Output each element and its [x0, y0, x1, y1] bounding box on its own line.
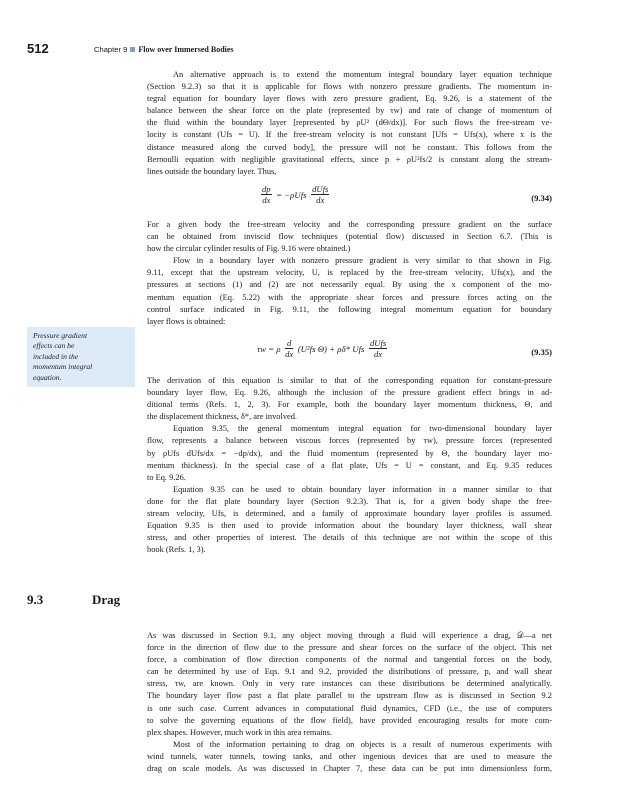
section-number: 9.3	[27, 592, 44, 607]
text-line: stream velocity, Ufs, is determined, and a family of approximate boundary layer profiles is assumed.	[147, 509, 552, 519]
equation-9-35: τw = ρ $\frac{d}{dx}$ (U²fs Θ) + ρδ* Ufs $\frac{\text{dUfs}}{dx}$ (9.35)	[257, 338, 552, 359]
text-line: to solve the governing equations of the flow field), have provided encouraging results for more com-	[147, 715, 552, 725]
text-line: can be obtained from inviscid flow techniques (potential flow) discussed in Section 6.7. (This is	[147, 232, 552, 242]
fraction: $\frac{d}{dx}$	[285, 338, 294, 359]
text-line: drag on scale models. As was discussed in Chapter 7, these data can be put into dimensionless form,	[147, 764, 552, 774]
text-line: Equation 9.35 is then used to provide information about the boundary layer thickness, wall shear	[147, 521, 552, 531]
text-line: Equation 9.35 can be used to obtain boundary layer information in a manner similar to that	[173, 484, 552, 494]
text-line: Flow in a boundary layer with nonzero pressure gradient is very similar to that shown in Fig.	[173, 256, 552, 266]
text-line: For a given body the free-stream velocity and the corresponding pressure gradient on the surface	[147, 220, 552, 229]
text-line: tegral equation for boundary layer flows with zero pressure gradient, Eq. 9.26, is a statement of the	[147, 94, 552, 104]
text-line: stress, and other properties of interest. The details of this technique are not within the scope of this	[147, 533, 552, 543]
text-line: boundary layer flow, Eq. 9.26, although the inclusion of the pressure gradient effect brings in ad-	[147, 388, 552, 398]
margin-note: Pressure gradient effects can be included in the momentum integral equation.	[27, 327, 135, 387]
text-line: mentum thickness). In the special case of a flat plate, Ufs = U = constant, and Eq. 9.35 reduces	[147, 460, 552, 470]
equation-number: (9.34)	[531, 193, 552, 203]
text-line: mentum equation (Eq. 5.22) with the appropriate shear forces and pressure forces acting on the	[147, 292, 552, 302]
text-line: pressures at sections (1) and (2) are not necessarily equal. By using the x component of the mo-	[147, 280, 552, 290]
chapter-title: Flow over Immersed Bodies	[138, 45, 234, 54]
section-title: Drag	[92, 592, 121, 607]
text-line: distance measured along the curved body], the pressure will not be constant. This follows from the	[147, 142, 552, 152]
text-line: Equation 9.35, the general momentum integral equation for two-dimensional boundary layer	[173, 424, 552, 434]
text-line: the displacement thickness, δ*, are involved.	[147, 412, 298, 422]
text-line: to Eq. 9.26.	[147, 472, 186, 482]
paragraph-4	[147, 375, 552, 556]
text-line: locity is constant (Ufs = U). If the free-stream velocity is not constant [Ufs = Ufs(x), where x is the	[147, 130, 552, 140]
equation-9-34: $\frac{dp}{dx}$ = −ρUfs $\frac{\text{dUfs}}{dx}$ (9.34)	[262, 184, 552, 205]
text-line: control surface indicated in Fig. 9.11, the following integral momentum equation for boundary	[147, 304, 552, 314]
text-line: An alternative approach is to extend the momentum integral boundary layer equation technique	[173, 70, 552, 79]
text-line: the fluid within the boundary layer [represented by ρU² (dΘ/dx)]. For such flows the free-stream ve-	[147, 118, 552, 128]
paragraph-1	[147, 69, 552, 178]
text-line: Bernoulli equation with negligible gravitational effects, since p + ρU²fs/2 is constant along the stream-	[147, 154, 552, 164]
fraction: $\frac{dp}{dx}$	[262, 184, 271, 205]
chapter-label	[94, 45, 234, 54]
text-line: layer flows is obtained:	[147, 316, 226, 326]
text-line: force, a combination of flow direction components of the normal and tangential forces on the body,	[147, 655, 552, 665]
text-line: ditional terms (Refs. 1, 2, 3). For example, both the boundary layer momentum thickness, Θ, and	[147, 400, 552, 410]
text-line: As was discussed in Section 9.1, any object moving through a fluid will experience a drag, 𝒟—a net	[147, 631, 552, 640]
chapter-number: Chapter 9	[94, 45, 128, 54]
text-line: is one such case. Current advances in computational fluid dynamics, CFD (i.e., the use of computers	[147, 703, 552, 713]
text-line: force in the direction of flow due to the pressure and shear forces on the surface of the object. This net	[147, 643, 552, 653]
text-line: lines outside the boundary layer. Thus,	[147, 166, 277, 176]
text-line: (Section 9.2.3) so that it is applicable for flows with nonzero pressure gradients. The momentum in-	[147, 82, 552, 92]
text-line: 9.11, except that the upstream velocity, U, is replaced by the free-stream velocity, Ufs(x), and the	[147, 268, 552, 278]
text-line: The derivation of this equation is similar to that of the corresponding equation for constant-pressure	[147, 376, 552, 385]
text-line: plex shapes. However, much work in this area remains.	[147, 727, 333, 737]
paragraph-7	[147, 630, 552, 775]
text-line: done for the flat plate boundary layer (Section 9.2.3). That is, for a given body shape the free-	[147, 496, 552, 506]
paragraph-2	[147, 219, 552, 328]
text-line: flow, represents a balance between viscous forces (represented by τw), pressure forces (represented	[147, 436, 552, 446]
equation-number: (9.35)	[531, 347, 552, 357]
square-bullet-icon	[130, 47, 135, 52]
text-line: stress, τw, are known. Only in very rare instances can these distributions be determined analytically.	[147, 679, 552, 689]
fraction: $\frac{\text{dUfs}}{dx}$	[369, 338, 387, 359]
text-line: Most of the information pertaining to drag on objects is a result of numerous experiments with	[173, 739, 552, 749]
text-line: by ρUfs dUfs/dx = −dp/dx), and the fluid momentum (represented by Θ, the boundary layer mo-	[147, 448, 552, 458]
text-line: how the circular cylinder results of Fig. 9.16 were obtained.)	[147, 244, 351, 254]
text-line: book (Refs. 1, 3).	[147, 545, 206, 555]
fraction: $\frac{\text{dUfs}}{dx}$	[312, 184, 329, 205]
text-line: wind tunnels, water tunnels, towing tanks, and other ingenious devices that are used to measure the	[147, 751, 552, 761]
text-line: balance between the shear force on the plate (represented by τw) and rate of change of momentum of	[147, 106, 552, 116]
text-line: The boundary layer flow past a flat plate parallel to the upstream flow as is discussed in Section 9.2	[147, 691, 552, 701]
page-number: 512	[27, 41, 49, 56]
text-line: can be determined by use of Eqs. 9.1 and 9.2, provided the distributions of pressure, p, and wall shear	[147, 667, 552, 677]
